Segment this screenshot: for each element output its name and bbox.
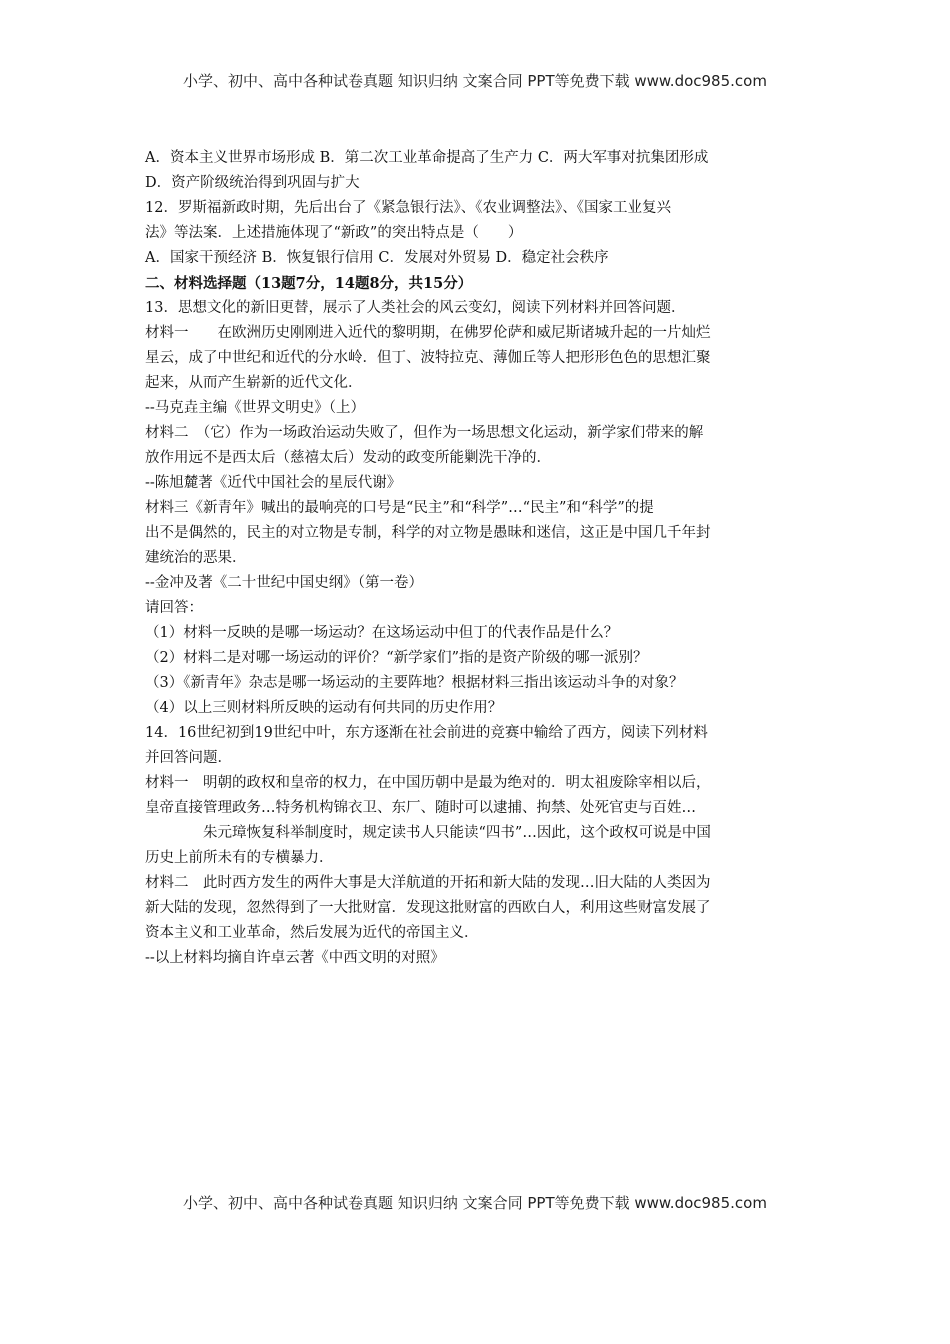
q12-stem-line2: 法》等法案．上述措施体现了“新政”的突出特点是（ ） <box>145 225 523 241</box>
q12-options: A．国家干预经济 B．恢复银行信用 C．发展对外贸易 D．稳定社会秩序 <box>145 250 609 266</box>
q14-material1-line2: 皇帝直接管理政务…特务机构锦衣卫、东厂、随时可以逮捕、拘禁、处死官吏与百姓… <box>145 800 696 816</box>
q14-material1-line4: 历史上前所未有的专横暴力． <box>145 850 334 866</box>
q13-material3-source: --金冲及著《二十世纪中国史纲》（第一卷） <box>145 575 424 591</box>
q13-material1-source: --马克垚主编《世界文明史》（上） <box>145 400 366 416</box>
q13-material2-source: --陈旭麓著《近代中国社会的星辰代谢》 <box>145 475 402 491</box>
q14-stem-line1: 14．16世纪初到19世纪中叶，东方逐渐在社会前进的竞赛中输给了西方，阅读下列材料 <box>145 725 708 741</box>
q13-subquestion-3: （3）《新青年》杂志是哪一场运动的主要阵地？根据材料三指出该运动斗争的对象？ <box>145 675 684 691</box>
document-body <box>145 146 810 971</box>
q14-material2-line3: 资本主义和工业革命，然后发展为近代的帝国主义． <box>145 925 479 941</box>
q13-prompt: 请回答： <box>145 600 203 616</box>
q14-stem-line2: 并回答问题． <box>145 750 232 766</box>
q13-material1-line2: 星云，成了中世纪和近代的分水岭．但丁、波特拉克、薄伽丘等人把形形色色的思想汇聚 <box>145 350 711 366</box>
q12-stem-line1: 12．罗斯福新政时期，先后出台了《紧急银行法》、《农业调整法》、《国家工业复兴 <box>145 200 671 216</box>
q11-options-line2: D．资产阶级统治得到巩固与扩大 <box>145 175 360 191</box>
q14-material2-line1: 材料二 此时西方发生的两件大事是大洋航道的开拓和新大陆的发现…旧大陆的人类因为 <box>145 875 711 891</box>
q13-material1-line1: 材料一 在欧洲历史刚刚进入近代的黎明期，在佛罗伦萨和威尼斯诸城升起的一片灿烂 <box>145 325 711 341</box>
section-heading: 二、材料选择题（13题7分，14题8分，共15分） <box>145 275 473 292</box>
q14-source: --以上材料均摘自许卓云著《中西文明的对照》 <box>145 950 445 966</box>
q13-subquestion-1: （1）材料一反映的是哪一场运动？在这场运动中但丁的代表作品是什么？ <box>145 625 619 641</box>
page-header: 小学、初中、高中各种试卷真题 知识归纳 文案合同 PPT等免费下载 www.doc985.com <box>183 72 767 90</box>
q11-options-line1: A．资本主义世界市场形成 B．第二次工业革命提高了生产力 C．两大军事对抗集团形成 <box>145 150 709 166</box>
q13-stem: 13．思想文化的新旧更替，展示了人类社会的风云变幻，阅读下列材料并回答问题． <box>145 300 686 316</box>
q14-material1-line1: 材料一 明朝的政权和皇帝的权力，在中国历朝中是最为绝对的．明太祖废除宰相以后， <box>145 775 711 791</box>
q13-material2-line2: 放作用远不是西太后（慈禧太后）发动的政变所能剿洗干净的． <box>145 450 551 466</box>
q14-material1-line3: 朱元璋恢复科举制度时，规定读书人只能读“四书”…因此，这个政权可说是中国 <box>203 825 711 841</box>
q13-material2-line1: 材料二 （它）作为一场政治运动失败了，但作为一场思想文化运动，新学家们带来的解 <box>145 425 704 441</box>
q13-subquestion-4: （4）以上三则材料所反映的运动有何共同的历史作用？ <box>145 700 503 716</box>
page-footer: 小学、初中、高中各种试卷真题 知识归纳 文案合同 PPT等免费下载 www.doc985.com <box>183 1194 767 1212</box>
q13-material3-line3: 建统治的恶果． <box>145 550 247 566</box>
q13-material3-line1: 材料三《新青年》喊出的最响亮的口号是“民主”和“科学”…“民主”和“科学”的提 <box>145 500 654 516</box>
q14-material2-line2: 新大陆的发现，忽然得到了一大批财富．发现这批财富的西欧白人，利用这些财富发展了 <box>145 900 711 916</box>
q13-subquestion-2: （2）材料二是对哪一场运动的评价？“新学家们”指的是资产阶级的哪一派别？ <box>145 650 648 666</box>
q13-material1-line3: 起来，从而产生崭新的近代文化． <box>145 375 363 391</box>
q13-material3-line2: 出不是偶然的，民主的对立物是专制，科学的对立物是愚昧和迷信，这正是中国几千年封 <box>145 525 711 541</box>
